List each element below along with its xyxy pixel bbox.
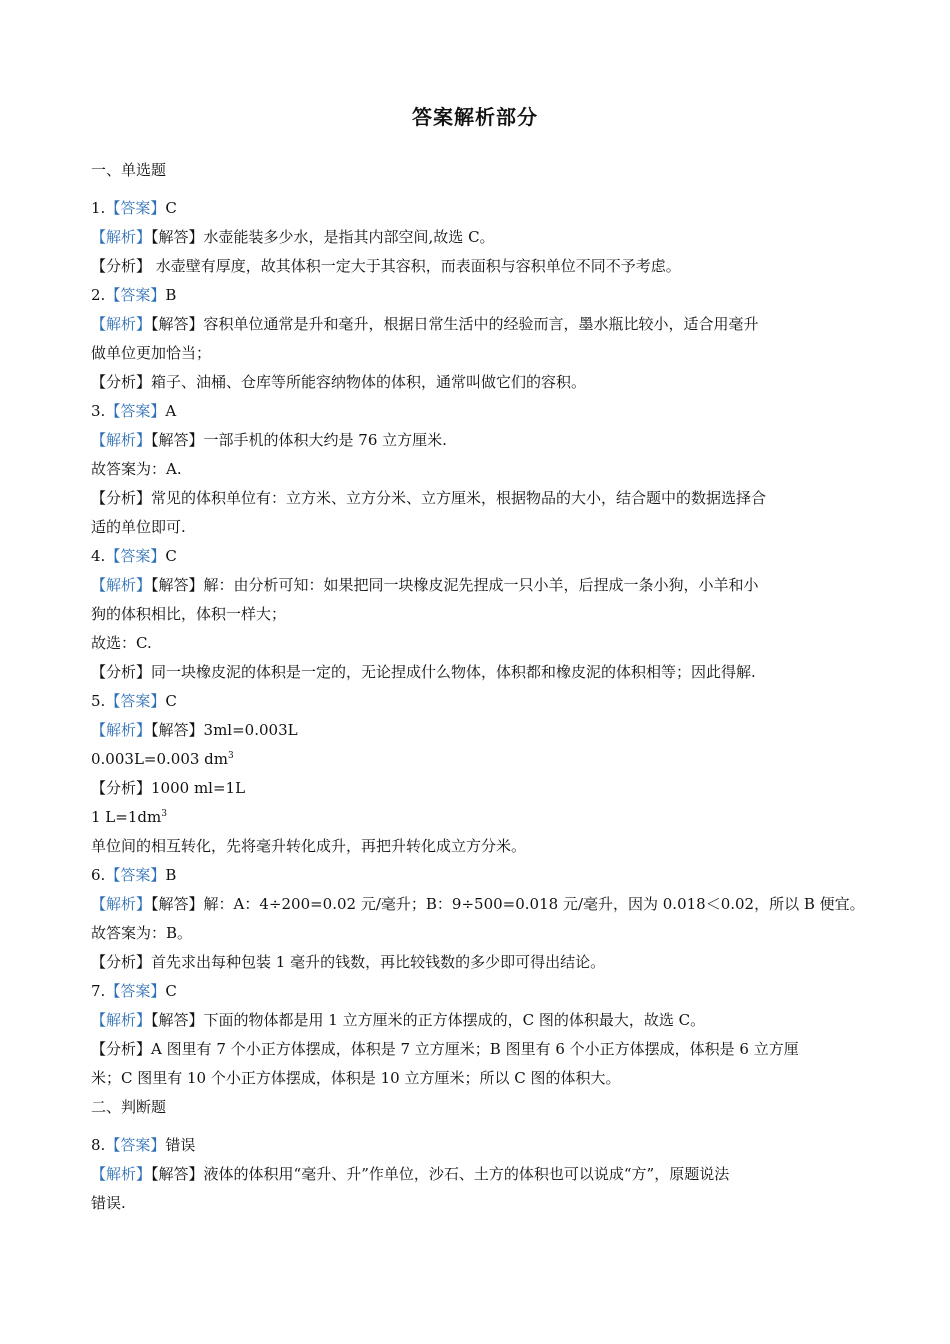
q2-solution-text: 容积单位通常是升和毫升，根据日常生活中的经验而言，墨水瓶比较小，适合用毫升	[203, 315, 759, 333]
q7-solution-text: 下面的物体都是用 1 立方厘米的正方体摆成的，C 图的体积最大，故选 C。	[203, 1011, 706, 1029]
q6-number: 6.	[91, 866, 106, 884]
q2-explanation-cont: 做单位更加恰当；	[91, 344, 212, 362]
q2-analysis	[91, 368, 866, 397]
q7-analysis	[91, 1035, 866, 1064]
q8-number: 8.	[91, 1136, 106, 1154]
solution-label: 【解答】	[151, 1165, 204, 1183]
analysis-label: 【解析】	[91, 1165, 152, 1183]
analysis-label: 【解析】	[91, 315, 152, 333]
q8-explanation-cont: 错误.	[91, 1194, 126, 1212]
q2-explanation	[91, 310, 866, 339]
q4-analysis	[91, 658, 866, 687]
q1-analysis	[91, 252, 866, 281]
q5-answer-value: C	[165, 692, 177, 710]
q3-solution-text: 一部手机的体积大约是 76 立方厘米.	[203, 431, 447, 449]
solution-label: 【解答】	[151, 431, 204, 449]
q8-answer-line	[91, 1131, 866, 1160]
q3-answer-value: A	[165, 402, 177, 420]
answer-label: 【答案】	[105, 1136, 166, 1154]
reasoning-label: 【分析】	[91, 373, 152, 391]
q4-solution-text: 解：由分析可知：如果把同一块橡皮泥先捏成一只小羊，后捏成一条小狗，小羊和小	[203, 576, 759, 594]
reasoning-label: 【分析】	[91, 489, 152, 507]
answer-label: 【答案】	[105, 402, 166, 420]
answer-label: 【答案】	[105, 547, 166, 565]
q7-analysis-cont: 米；C 图里有 10 个小正方体摆成，体积是 10 立方厘米；所以 C 图的体积大。	[91, 1069, 621, 1087]
q3-analysis-text: 常见的体积单位有：立方米、立方分米、立方厘米，根据物品的大小，结合题中的数据选择合	[151, 489, 767, 507]
page-title: 答案解析部分	[412, 105, 538, 129]
q7-answer-value: C	[165, 982, 177, 1000]
q4-analysis-text: 同一块橡皮泥的体积是一定的，无论捏成什么物体，体积都和橡皮泥的体积相等；因此得解.	[151, 663, 756, 681]
analysis-label: 【解析】	[91, 431, 152, 449]
q4-number: 4.	[91, 547, 106, 565]
q5-summary: 单位间的相互转化，先将毫升转化成升，再把升转化成立方分米。	[91, 837, 527, 855]
q1-solution-text: 水壶能装多少水，是指其内部空间,故选 C。	[203, 228, 495, 246]
section-heading-single-choice: 一、单选题	[91, 161, 167, 179]
answer-label: 【答案】	[105, 286, 166, 304]
reasoning-label: 【分析】	[91, 953, 152, 971]
solution-label: 【解答】	[151, 315, 204, 333]
q3-answer-line	[91, 397, 866, 426]
q6-analysis	[91, 948, 866, 977]
reasoning-label: 【分析】	[91, 663, 152, 681]
q2-answer-value: B	[165, 286, 177, 304]
q6-solution-text: 解：A：4÷200=0.02 元/毫升；B：9÷500=0.018 元/毫升，因为 0.018＜0.02，所以 B 便宜。	[203, 895, 865, 913]
q7-analysis-text: A 图里有 7 个小正方体摆成，体积是 7 立方厘米；B 图里有 6 个小正方体摆成，体积是 6 立方厘	[151, 1040, 799, 1058]
spacer	[91, 1122, 866, 1131]
q5-unit-line	[91, 803, 866, 832]
q3-analysis	[91, 484, 866, 513]
q1-number: 1.	[91, 199, 106, 217]
q5-conversion-line	[91, 745, 866, 774]
q7-answer-line	[91, 977, 866, 1006]
q2-answer-line	[91, 281, 866, 310]
q5-number: 5.	[91, 692, 106, 710]
analysis-label: 【解析】	[91, 721, 152, 739]
q2-number: 2.	[91, 286, 106, 304]
q5-conversion-exponent: 3	[228, 751, 234, 761]
q3-number: 3.	[91, 402, 106, 420]
analysis-label: 【解析】	[91, 895, 152, 913]
q4-explanation-cont: 狗的体积相比，体积一样大；	[91, 605, 287, 623]
reasoning-label: 【分析】	[91, 779, 152, 797]
q7-number: 7.	[91, 982, 106, 1000]
q6-analysis-text: 首先求出每种包装 1 毫升的钱数，再比较钱数的多少即可得出结论。	[151, 953, 606, 971]
q1-analysis-text: 水壶壁有厚度，故其体积一定大于其容积，而表面积与容积单位不同不予考虑。	[151, 257, 681, 275]
analysis-label: 【解析】	[91, 228, 152, 246]
q5-solution-text: 3ml=0.003L	[203, 721, 298, 739]
q1-explanation	[91, 223, 866, 252]
q3-analysis-cont: 适的单位即可.	[91, 518, 186, 536]
q5-explanation	[91, 716, 866, 745]
q5-conversion-text: 0.003L=0.003 dm	[91, 750, 229, 768]
q1-answer-line	[91, 194, 866, 223]
q6-conclusion: 故答案为：B。	[91, 924, 193, 942]
q8-answer-value: 错误	[165, 1136, 196, 1154]
q8-explanation	[91, 1160, 866, 1189]
q5-analysis-text: 1000 ml=1L	[151, 779, 246, 797]
solution-label: 【解答】	[151, 895, 204, 913]
solution-label: 【解答】	[151, 576, 204, 594]
solution-label: 【解答】	[151, 1011, 204, 1029]
answer-label: 【答案】	[105, 199, 166, 217]
q4-answer-value: C	[165, 547, 177, 565]
answer-label: 【答案】	[105, 866, 166, 884]
q6-explanation	[91, 890, 866, 919]
answer-content	[91, 156, 866, 1218]
solution-label: 【解答】	[151, 228, 204, 246]
q4-conclusion: 故选：C.	[91, 634, 152, 652]
q5-unit-exponent: 3	[161, 809, 167, 819]
reasoning-label: 【分析】	[91, 1040, 152, 1058]
q7-explanation	[91, 1006, 866, 1035]
reasoning-label: 【分析】	[91, 257, 152, 275]
q4-answer-line	[91, 542, 866, 571]
answer-label: 【答案】	[105, 692, 166, 710]
analysis-label: 【解析】	[91, 576, 152, 594]
q6-answer-line	[91, 861, 866, 890]
q4-explanation	[91, 571, 866, 600]
section-heading-true-false: 二、判断题	[91, 1098, 167, 1116]
solution-label: 【解答】	[151, 721, 204, 739]
q5-unit-text: 1 L=1dm	[91, 808, 162, 826]
q6-answer-value: B	[165, 866, 177, 884]
q3-explanation	[91, 426, 866, 455]
q2-analysis-text: 箱子、油桶、仓库等所能容纳物体的体积，通常叫做它们的容积。	[151, 373, 587, 391]
q3-conclusion: 故答案为：A.	[91, 460, 182, 478]
analysis-label: 【解析】	[91, 1011, 152, 1029]
q5-analysis	[91, 774, 866, 803]
q1-answer-value: C	[165, 199, 177, 217]
answer-label: 【答案】	[105, 982, 166, 1000]
q5-answer-line	[91, 687, 866, 716]
spacer	[91, 185, 866, 194]
q8-solution-text: 液体的体积用“毫升、升”作单位，沙石、土方的体积也可以说成“方”，原题说法	[203, 1165, 730, 1183]
